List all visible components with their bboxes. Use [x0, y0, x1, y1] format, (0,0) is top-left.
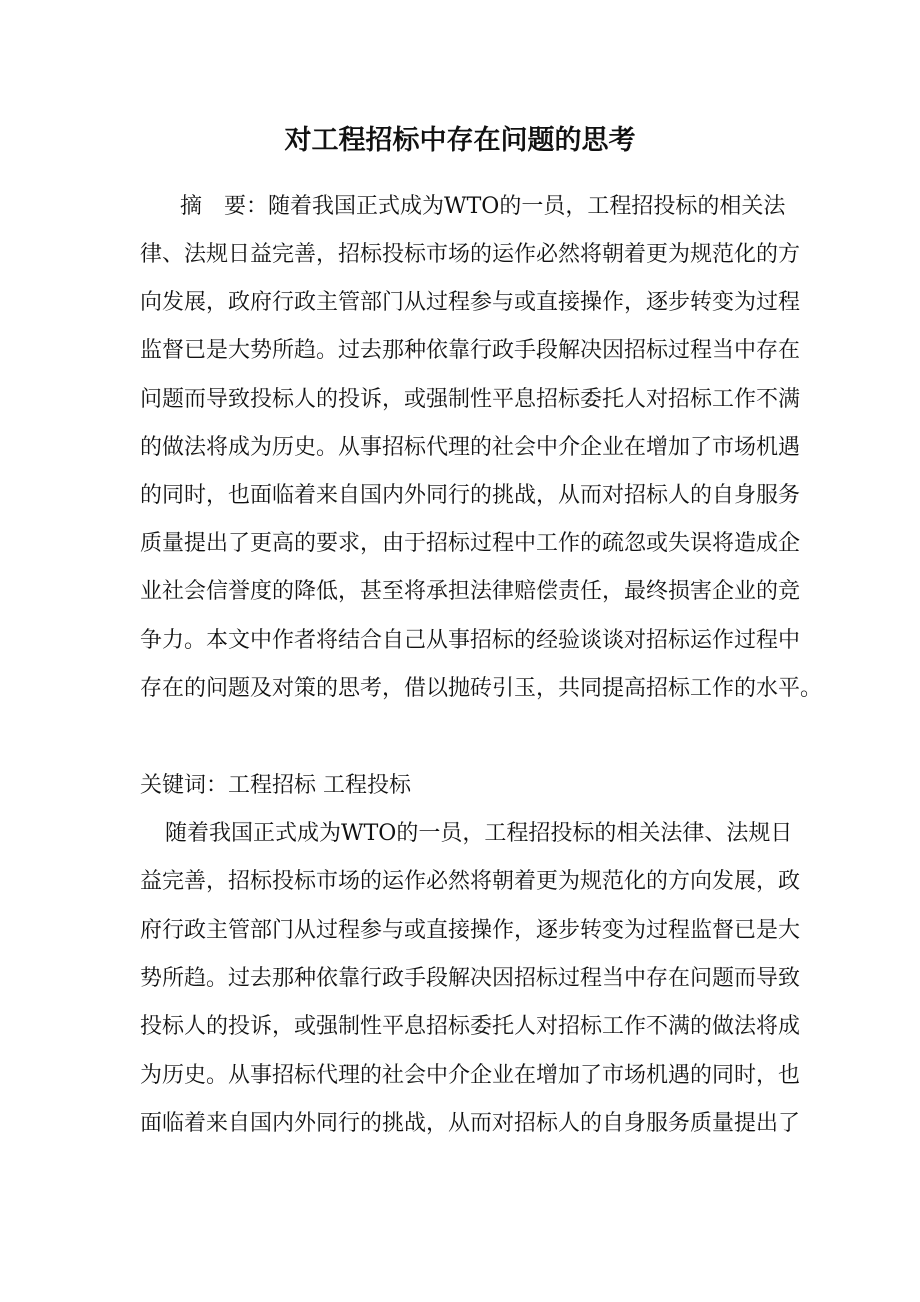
document-title: 对工程招标中存在问题的思考 [284, 125, 636, 156]
abstract-line: 业社会信誉度的降低，甚至将承担法律赔偿责任，最终损害企业的竞 [140, 579, 801, 604]
abstract-line: 监督已是大势所趋。过去那种依靠行政手段解决因招标过程当中存在 [140, 338, 801, 363]
body-line: 面临着来自国内外同行的挑战，从而对招标人的自身服务质量提出了 [140, 1111, 801, 1136]
body-line: 府行政主管部门从过程参与或直接操作，逐步转变为过程监督已是大 [140, 918, 801, 943]
body-line: 势所趋。过去那种依靠行政手段解决因招标过程当中存在问题而导致 [140, 966, 801, 991]
abstract-line: 问题而导致投标人的投诉，或强制性平息招标委托人对招标工作不满 [140, 387, 801, 412]
abstract-line: 质量提出了更高的要求，由于招标过程中工作的疏忽或失误将造成企 [140, 531, 801, 556]
abstract-line: 向发展，政府行政主管部门从过程参与或直接操作，逐步转变为过程 [140, 290, 801, 315]
keywords: 关键词：工程招标 工程投标 [140, 773, 411, 798]
abstract-line: 存在的问题及对策的思考，借以抛砖引玉，共同提高招标工作的水平。 [140, 676, 823, 701]
body-line: 为历史。从事招标代理的社会中介企业在增加了市场机遇的同时，也 [140, 1063, 801, 1088]
abstract-line: 律、法规日益完善，招标投标市场的运作必然将朝着更为规范化的方 [140, 242, 801, 267]
abstract-line: 的做法将成为历史。从事招标代理的社会中介企业在增加了市场机遇 [140, 435, 801, 460]
body-line: 投标人的投诉，或强制性平息招标委托人对招标工作不满的做法将成 [140, 1014, 801, 1039]
abstract-line: 的同时，也面临着来自国内外同行的挑战，从而对招标人的自身服务 [140, 483, 801, 508]
body-line: 随着我国正式成为WTO的一员，工程招投标的相关法律、法规日 [165, 821, 793, 846]
body-line: 益完善，招标投标市场的运作必然将朝着更为规范化的方向发展，政 [140, 869, 801, 894]
abstract-line: 争力。本文中作者将结合自己从事招标的经验谈谈对招标运作过程中 [140, 628, 801, 653]
abstract-line: 摘 要：随着我国正式成为WTO的一员，工程招投标的相关法 [180, 194, 786, 219]
